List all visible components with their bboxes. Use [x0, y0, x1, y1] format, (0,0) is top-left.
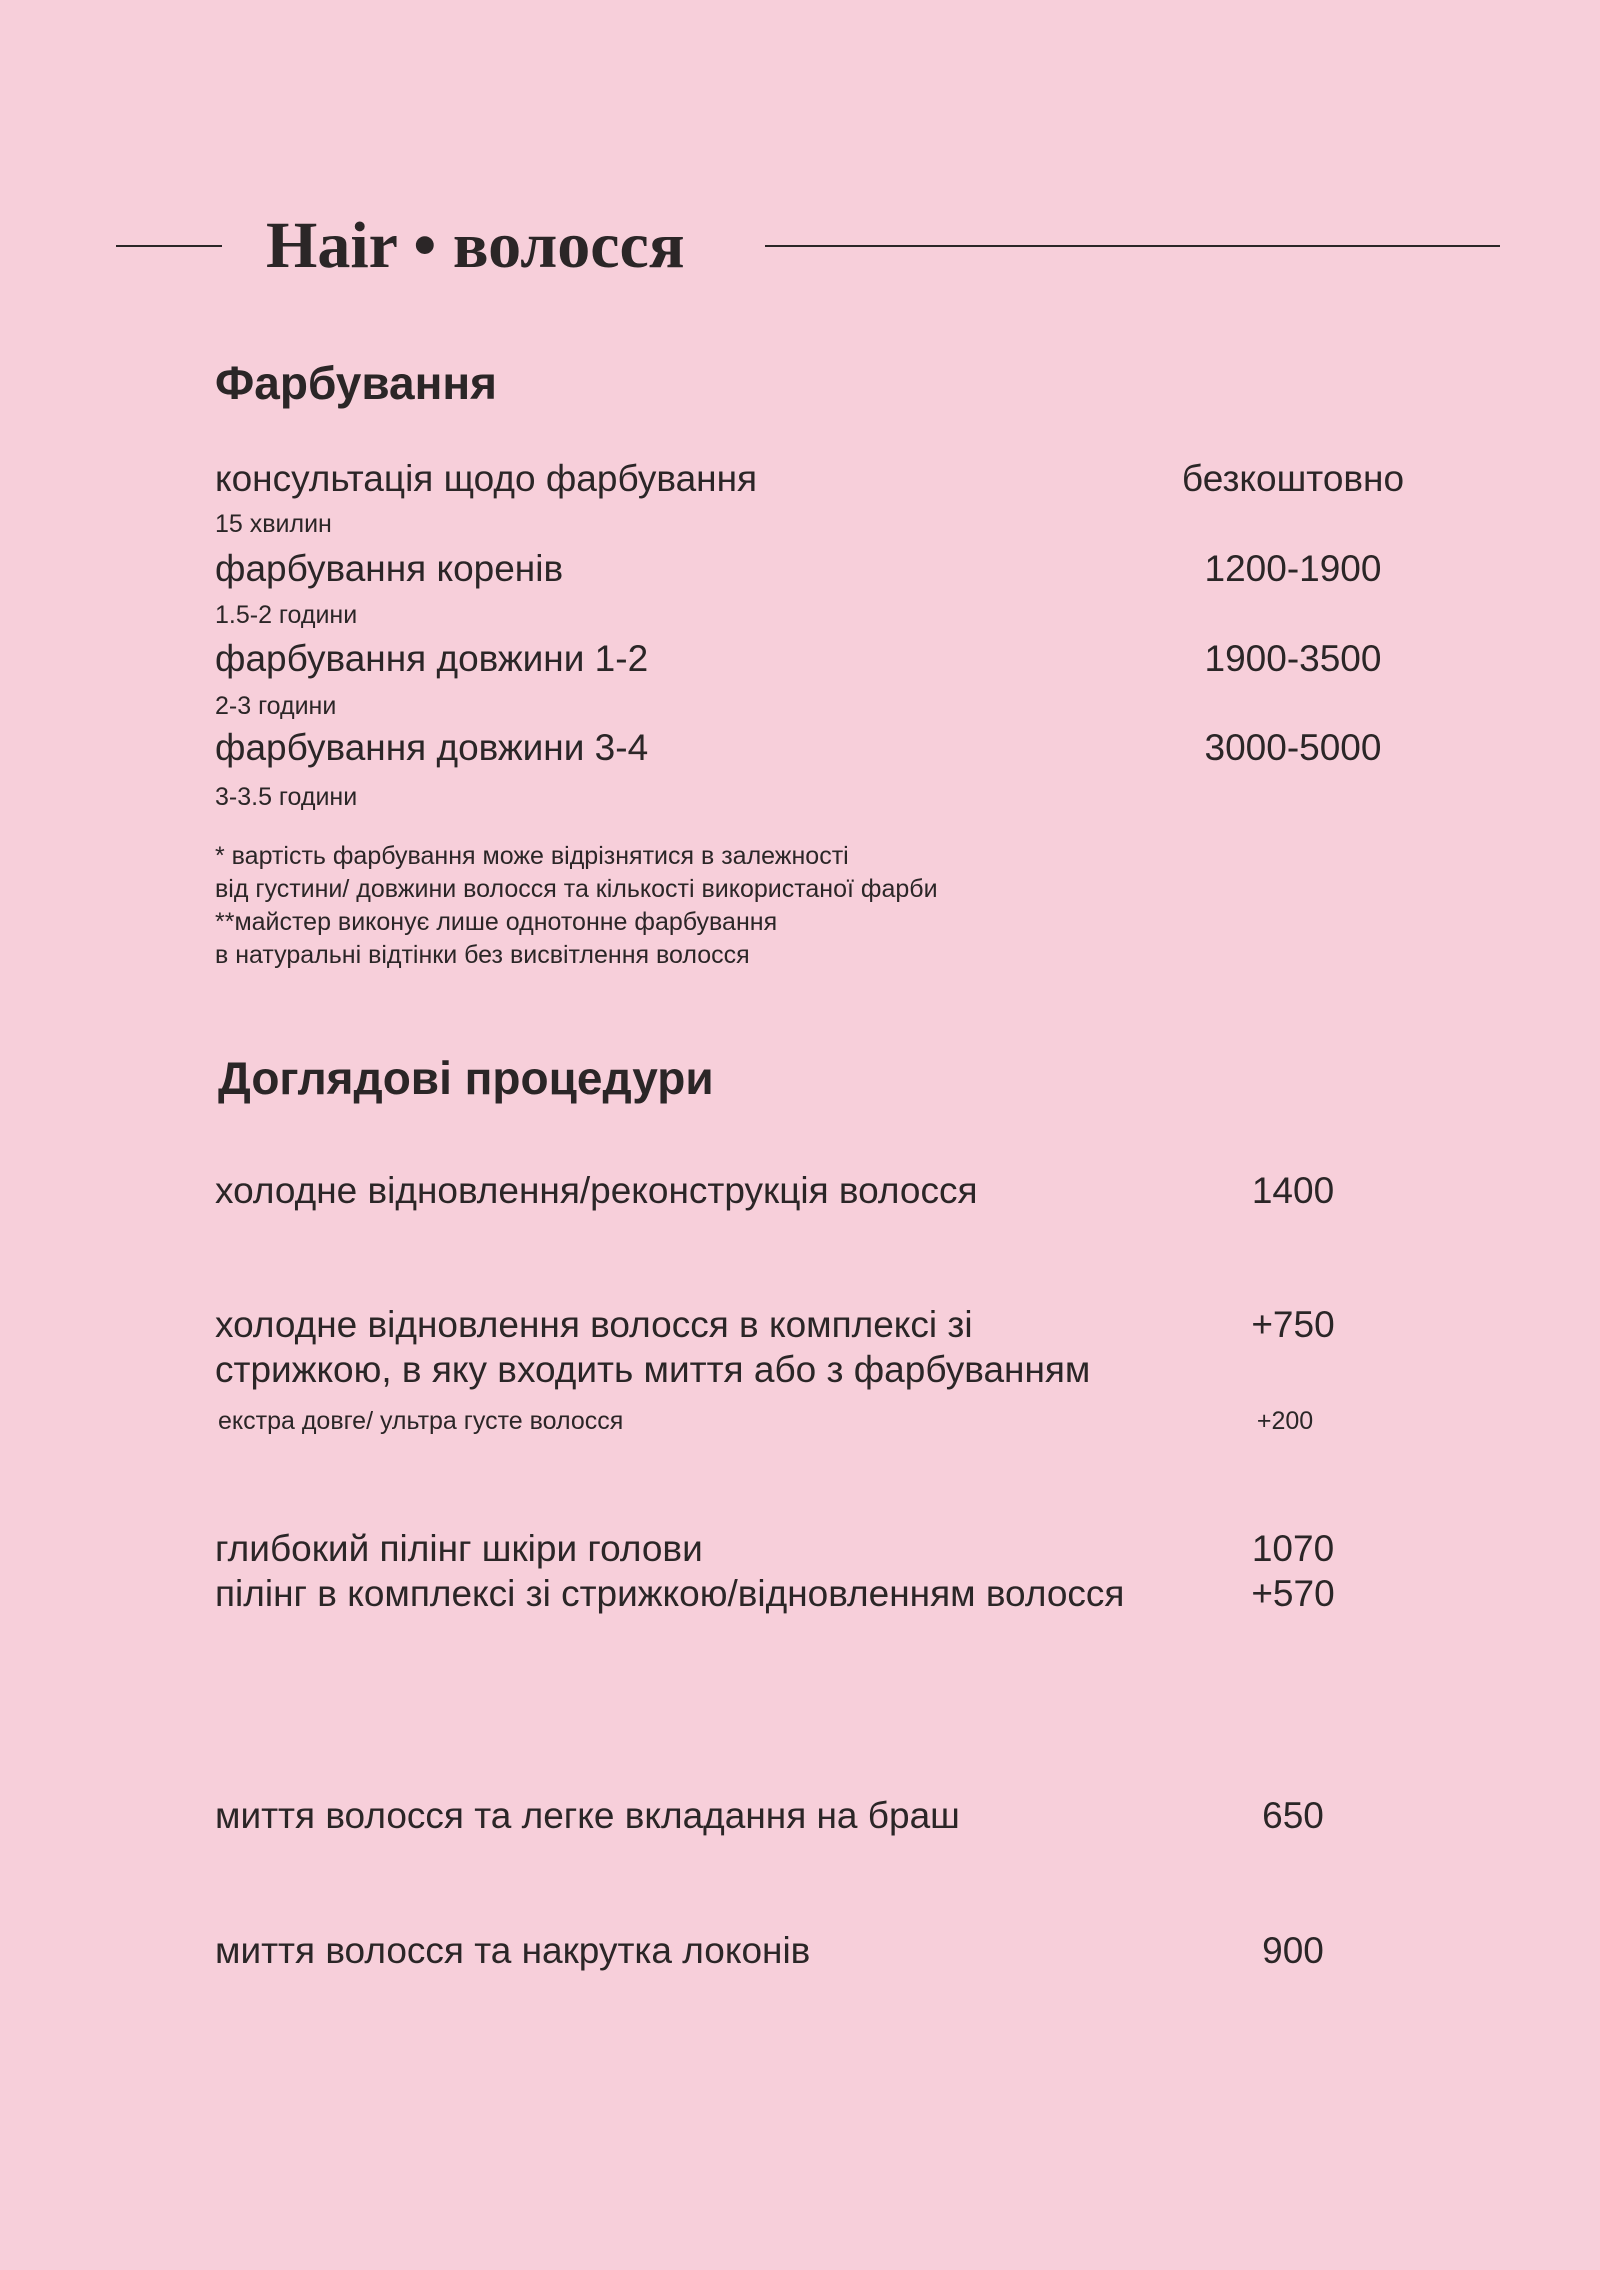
coloring-note: **майстер виконує лише однотонне фарбування: [215, 908, 778, 936]
service-extra-price: +200: [1256, 1407, 1314, 1435]
service-price: +570: [1251, 1573, 1335, 1614]
service-name: стрижкою, в яку входить миття або з фарбуванням: [215, 1349, 1091, 1390]
service-duration: 3-3.5 години: [215, 783, 358, 811]
service-price: безкоштовно: [1181, 458, 1405, 499]
coloring-note: в натуральні відтінки без висвітлення волосся: [215, 941, 750, 969]
service-name: фарбування довжини 3-4: [215, 727, 649, 768]
service-price: 3000-5000: [1204, 727, 1382, 768]
coloring-note: * вартість фарбування може відрізнятися в залежності: [215, 842, 849, 870]
service-price: 1400: [1251, 1170, 1335, 1211]
service-name: холодне відновлення/реконструкція волосся: [215, 1170, 978, 1211]
service-price: 900: [1262, 1930, 1324, 1971]
service-price: 1200-1900: [1204, 548, 1382, 589]
service-extra: екстра довге/ ультра густе волосся: [218, 1407, 624, 1435]
service-name: фарбування довжини 1-2: [215, 638, 649, 679]
service-price: 650: [1262, 1795, 1324, 1836]
title-rule-right: [765, 245, 1500, 247]
service-price: +750: [1251, 1304, 1335, 1345]
service-name: миття волосся та накрутка локонів: [215, 1930, 811, 1971]
service-name: консультація щодо фарбування: [215, 458, 758, 499]
service-price: 1900-3500: [1204, 638, 1382, 679]
section-heading-care: Доглядові процедури: [218, 1052, 714, 1104]
coloring-note: від густини/ довжини волосся та кількості використаної фарби: [215, 875, 938, 903]
service-name: фарбування коренів: [215, 548, 564, 589]
service-duration: 1.5-2 години: [215, 601, 358, 629]
service-price: 1070: [1251, 1528, 1335, 1569]
service-name: холодне відновлення волосся в комплексі зі: [215, 1304, 973, 1345]
service-name: глибокий пілінг шкіри голови: [215, 1528, 703, 1569]
title-rule-left: [116, 245, 222, 247]
section-heading-coloring: Фарбування: [215, 357, 497, 409]
service-duration: 2-3 години: [215, 692, 337, 720]
service-name: миття волосся та легке вкладання на браш: [215, 1795, 960, 1836]
service-name: пілінг в комплексі зі стрижкою/відновленням волосся: [215, 1573, 1125, 1614]
page-title: Hair • волосся: [266, 209, 685, 282]
service-duration: 15 хвилин: [215, 510, 332, 538]
